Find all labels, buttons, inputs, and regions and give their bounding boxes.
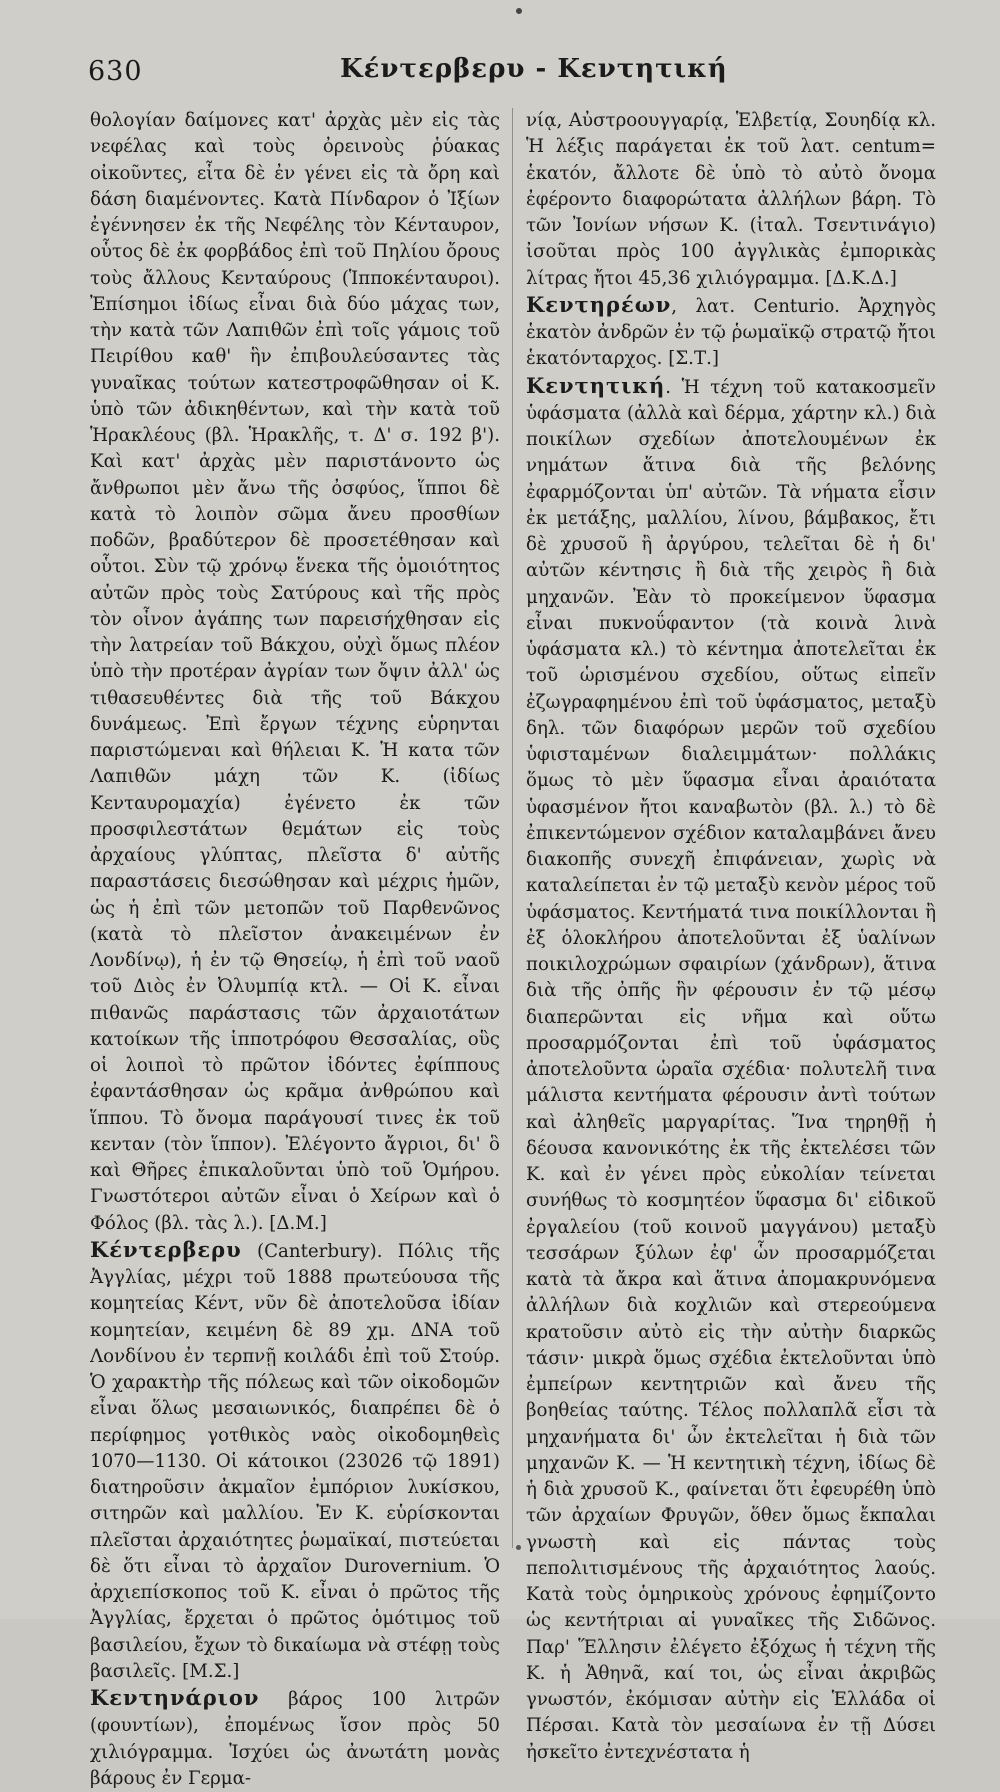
left-column [90,108,500,1789]
top-ornament-dot [516,8,522,14]
headword-kentitiki: Κεντητική [526,372,666,398]
column-divider [512,108,513,1548]
entry-kentinarion-text: βάρος 100 λιτρῶν (φουντίων), ἐπομένως ἴσον πρὸς 50 χιλιόγραμμα. Ἰσχύει ὡς ἀνωτάτη μονὰς βάρους ἐν Γερμα- [90,1689,500,1789]
entry-kentitiki [526,373,936,1766]
headword-kentireon: Κεντηρέων [526,291,672,317]
entry-kentitiki-text: . Ἡ τέχνη τοῦ κατακοσμεῖν ὑφάσματα (ἀλλὰ καὶ δέρμα, χάρτην κλ.) διὰ ποικίλων σχεδίων ἀποτελουμένων ἐκ νημάτων ἅτινα διὰ τῆς βελόνης ἐφαρμόζονται ὑπ' αὐτῶν. Τὰ νήματα εἶσιν ἐκ μετάξης, μαλλίου, λίνου, βάμβακος, ἔτι δὲ χρυσοῦ ἢ ἀργύρου, τελεῖται δὲ ἡ δι' αὐτῶν κέντησις ἢ διὰ τῆς χειρὸς ἢ διὰ μηχανῶν. Ἐὰν τὸ προκείμενον ὕφασμα εἶναι πυκνοΰφαντον (τὰ κοινὰ λινὰ ὑφάσματα κλ.) τὸ κέντημα ἀποτελεῖται ἐκ τοῦ ὡρισμένου σχεδίου, οὕτως εἰπεῖν ἐζωγραφημένου ἐπὶ τοῦ ὑφάσματος, μεταξὺ δηλ. τῶν διαφόρων μερῶν τοῦ σχεδίου ὑφισταμένων διαλειμμάτων· πολλάκις ὅμως τὸ μὲν ὕφασμα εἶναι ἀραιότατα ὑφασμένον ἤτοι καναβωτὸν (βλ. λ.) τὸ δὲ ἐπικεντώμενον σχέδιον καταλαμβάνει ἄνευ διακοπῆς συνεχῆ ἐπιφάνειαν, χωρὶς νὰ καταλείπεται ἐν τῷ μεταξὺ κενὸν μέρος τοῦ ὑφάσματος. Κεντήματά τινα ποικίλλονται ἢ ἐξ ὁλοκλήρου ἀποτελοῦνται ἐξ ὑαλίνων ποικιλοχρώμων σφαιρίων (χάνδρων), ἅτινα διὰ τῆς ὀπῆς ἣν φέρουσιν ἐν τῷ μέσῳ διαπερῶνται εἰς νῆμα καὶ οὕτω προσαρμόζονται ἐπὶ τοῦ ὑφάσματος ἀποτελοῦντα ὡραῖα σχέδια· πολυτελῆ τινα μάλιστα κεντήματα φέρουσιν ἀντὶ τούτων καὶ ἀληθεῖς μαργαρίτας. Ἵνα τηρηθῇ ἡ δέουσα κανονικότης ἐκ τῆς ἐκτελέσει τῶν Κ. καὶ ἐν γένει πρὸς εὐκολίαν τείνεται συνήθως τὸ κοσμητέον ὕφασμα δι' εἰδικοῦ ἐργαλείου (τοῦ κοινοῦ μαγγάνου) μεταξὺ τεσσάρων ξύλων ἐφ' ὧν προσαρμόζεται κατὰ τὰ ἄκρα καὶ ἅτινα ἀπομακρυνόμενα ἀλλήλων διὰ κοχλιῶν καὶ στερεούμενα κρατοῦσιν αὐτὸ εἰς τὴν αὐτὴν διαρκῶς τάσιν· μικρὰ ὅμως σχέδια ἐκτελοῦνται ὑπὸ ἐμπείρων κεντητριῶν καὶ ἄνευ τῆς βοηθείας ταύτης. Τέλος πολλαπλᾶ εἶσι τὰ μηχανήματα δι' ὧν ἐκτελεῖται ἡ διὰ τῶν μηχανῶν Κ. — Ἡ κεντητικὴ τέχνη, ἰδίως δὲ ἡ διὰ χρυσοῦ Κ., φαίνεται ὅτι ἐφευρέθη ὑπὸ τῶν ἀρχαίων Φρυγῶν, ὅθεν ὅμως ἔκπαλαι γνωστὴ καὶ εἰς πάντας τοὺς πεπολιτισμένους τῆς ἀρχαιότητος λαούς. Κατὰ τοὺς ὁμηρικοὺς χρόνους ἐφημίζοντο ὡς κεντήτριαι αἱ γυναῖκες τῆς Σιδῶνος. Παρ' Ἕλλησιν ἐλέγετο ἐξόχως ἡ τέχνη τῆς Κ. ἡ Ἀθηνᾶ, καί τοι, ὡς εἶναι ἀκριβῶς γνωστόν, ἐκόμισαν αὐτὴν εἰς Ἑλλάδα οἱ Πέρσαι. Κατὰ τὸν μεσαίωνα ἐν τῇ Δύσει ἠσκεῖτο ἐντεχνέστατα ἡ [526,376,936,1763]
headword-kentinarion: Κεντηνάριον [90,1685,260,1710]
headword-kenterbery: Κέντερβερυ [90,1236,242,1262]
running-head: Κέντερβερυ - Κεντητική [340,54,728,84]
entry-kenterbery-text: (Canterbury). Πόλις τῆς Ἀγγλίας, μέχρι τοῦ 1888 πρωτεύουσα τῆς κομητείας Κέντ, νῦν δὲ ἀποτελοῦσα ἰδίαν κομητείαν, κειμένη δὲ 89 χμ. ΔΝΑ τοῦ Λονδίνου ἐν τερπνῇ κοιλάδι ἐπὶ τοῦ Στούρ. Ὁ χαρακτὴρ τῆς πόλεως καὶ τῶν οἰκοδομῶν εἶναι ὅλως μεσαιωνικός, διαπρέπει δὲ ὁ περίφημος γοτθικὸς ναὸς οἰκοδομηθεὶς 1070—1130. Οἱ κάτοικοι (23026 τῷ 1891) διατηροῦσιν ἀκμαῖον ἐμπόριον λυκίσκου, σιτηρῶν καὶ μαλλίου. Ἐν Κ. εὑρίσκονται πλεῖσται ἀρχαιότητες ῥωμαϊκαί, πιστεύεται δὲ ὅτι εἶναι τὸ ἀρχαῖον Durovernium. Ὁ ἀρχιεπίσκοπος τοῦ Κ. εἶναι ὁ πρῶτος τῆς Ἀγγλίας, ἔρχεται ὁ πρῶτος ὁμότιμος τοῦ βασιλείου, ἔχων τὸ δικαίωμα νὰ στέφῃ τοὺς βασιλεῖς. [Μ.Σ.] [90,1240,500,1682]
entry-kenterbery [90,1237,500,1685]
kentauroi-continuation: θολογίαν δαίμονες κατ' ἀρχὰς μὲν εἰς τὰς νεφέλας καὶ τοὺς ὀρεινοὺς ῥύακας οἰκοῦντες, εἶτα δὲ ἐν γένει εἰς τὰ ὄρη καὶ δάση διαμένοντες. Κατὰ Πίνδαρον ὁ Ἰξίων ἐγέννησεν ἐκ τῆς Νεφέλης τὸν Κένταυρον, οὗτος δὲ ἐκ φορβάδος ἐπὶ τοῦ Πηλίου ὄρους τοὺς ἄλλους Κενταύρους (Ἱπποκένταυροι). Ἐπίσημοι ἰδίως εἶναι διὰ δύο μάχας των, τὴν κατὰ τῶν Λαπιθῶν ἐπὶ τοῖς γάμοις τοῦ Πειρίθου καθ' ἣν ἐπιβουλεύσαντες τὰς γυναῖκας τούτων κατεστροφῶθησαν οἱ Κ. ὑπὸ τῶν ἀδικηθέντων, καὶ τὴν κατὰ τοῦ Ἡρακλέους (βλ. Ἡρακλῆς, τ. Δ' σ. 192 β'). Καὶ κατ' ἀρχὰς μὲν παριστάνοντο ὡς ἄνθρωποι μὲν ἄνω τῆς ὀσφύος, ἵπποι δὲ κατὰ τὸ λοιπὸν σῶμα ἄνευ προσθίων ποδῶν, βραδύτερον δὲ προσετέθησαν καὶ οὗτοι. Σὺν τῷ χρόνῳ ἕνεκα τῆς ὁμοιότητος αὐτῶν πρὸς τοὺς Σατύρους καὶ τῆς πρὸς τὸν οἶνον ἀγάπης των παρεισήχθησαν εἰς τὴν λατρείαν τοῦ Βάκχου, οὐχὶ ὅμως πλέον ὑπὸ τὴν προτέραν ἀγρίαν των ὄψιν ἀλλ' ὡς τιθασευθέντες διὰ τῆς τοῦ Βάκχου δυνάμεως. Ἐπὶ ἔργων τέχνης εὑρηνται παριστώμεναι καὶ θήλειαι Κ. Ἡ κατα τῶν Λαπιθῶν μάχη τῶν Κ. (ἰδίως Κενταυρομαχία) ἐγένετο ἐκ τῶν προσφιλεστάτων θεμάτων εἰς τοὺς ἀρχαίους γλύπτας, πλεῖστα δ' αὐτῆς παραστάσεις διεσώθησαν καὶ μέχρις ἡμῶν, ὡς ἡ ἐπὶ τῶν μετοπῶν τοῦ Παρθενῶνος (κατὰ τὸ πλεῖστον ἀνακειμένων ἐν Λονδίνῳ), ἡ ἐν τῷ Θησείῳ, ἡ ἐπὶ τοῦ ναοῦ τοῦ Διὸς ἐν Ὀλυμπίᾳ κτλ. — Οἱ Κ. εἶναι πιθανῶς παράστασις τῶν ἀρχαιοτάτων κατοίκων τῆς ἱπποτρόφου Θεσσαλίας, οὓς οἱ λοιποὶ τὸ πρῶτον ἰδόντες ἐφίππους ἐφαντάσθησαν ὡς κρᾶμα ἀνθρώπου καὶ ἵππου. Τὸ ὄνομα παράγουσί τινες ἐκ τοῦ κενταν (τὸν ἵππον). Ἐλέγοντο ἄγριοι, δι' ὃ καὶ Θῆρες ἐπικαλοῦνται ὑπὸ τοῦ Ὁμήρου. Γνωστότεροι αὐτῶν εἶναι ὁ Χείρων καὶ ὁ Φόλος (βλ. τὰς λ.). [Δ.Μ.] [90,110,500,1234]
entry-kentinarion [90,1685,500,1792]
kentinarion-continuation: νίᾳ, Αὐστροουγγαρίᾳ, Ἑλβετίᾳ, Σουηδίᾳ κλ. Ἡ λέξις παράγεται ἐκ τοῦ λατ. centum= ἑκατόν, ἄλλοτε δὲ ὑπὸ τὸ αὐτὸ ὄνομα ἐφέροντο διαφορώτατα ἀλλήλων βάρη. Τὸ τῶν Ἰονίων νήσων Κ. (ἰταλ. Τσεντινάγιο) ἰσοῦται πρὸς 100 ἀγγλικὰς ἐμπορικὰς λίτρας ἤτοι 45,36 χιλιόγραμμα. [Δ.Κ.Δ.] [526,110,936,289]
bottom-ornament-dot [516,1545,521,1550]
entry-kentireon [526,292,936,373]
entry-kentireon-text: , λατ. Centurio. Ἀρχηγὸς ἑκατὸν ἀνδρῶν ἐν τῷ ῥωμαϊκῷ στρατῷ ἤτοι ἑκατόνταρχος. [Σ.Τ.] [526,295,936,370]
page-number: 630 [88,56,143,87]
right-column [526,108,936,1763]
page-header [0,50,1000,90]
